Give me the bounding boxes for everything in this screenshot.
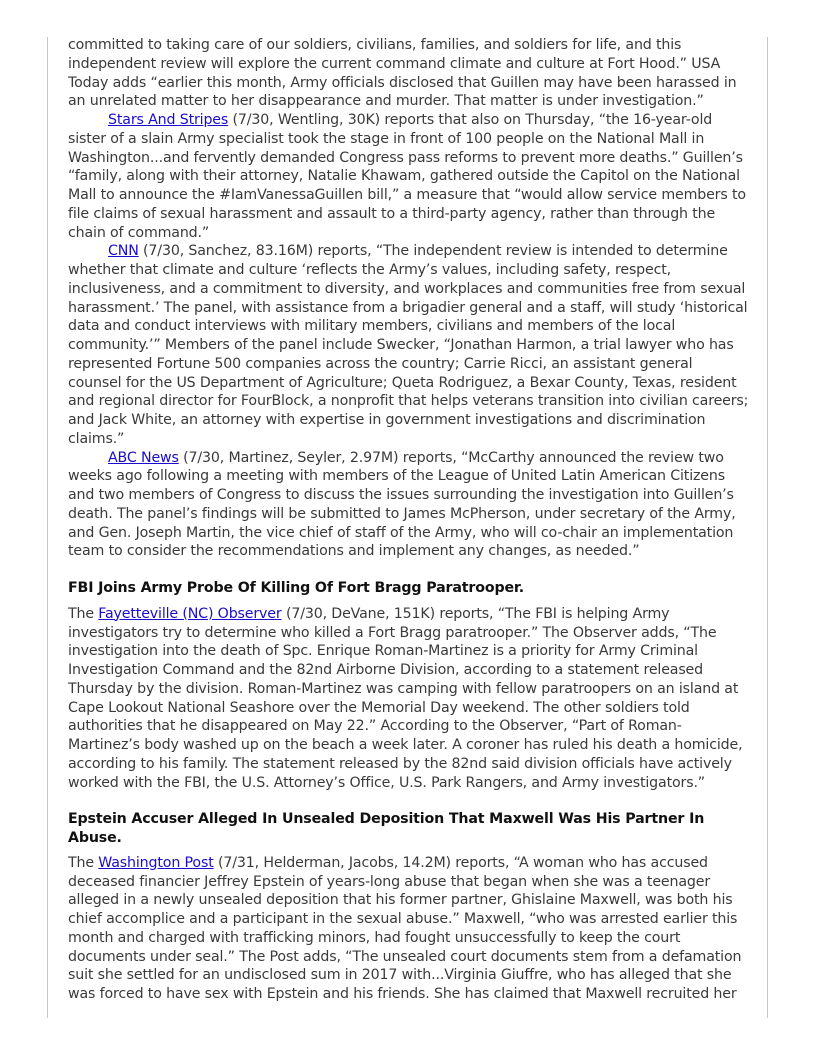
paragraph-stars-and-stripes	[68, 111, 750, 242]
paragraph-continued: committed to taking care of our soldiers, civilians, families, and soldiers for life, and this independent review will explore the current command climate and culture at Fort Hood.” USA Today adds “earlier this month, Army officials disclosed that Guillen may have been harassed in an unrelated matter to her disappearance and murder. That matter is under investigation.”	[68, 37, 737, 110]
paragraph-text: (7/30, Martinez, Seyler, 2.97M) reports, “McCarthy announced the review two weeks ago following a meeting with members of the League of United Latin American Citizens and two members of Congress to discuss the issues surrounding the investigation into Guillen’s death. The panel’s findings will be submitted to James McPherson, under secretary of the Army, and Gen. Joseph Martin, the vice chief of staff of the Army, who will co-chair an implementation team to consider the recommendations and implement any changes, as needed.”	[68, 449, 736, 560]
paragraph-text: (7/30, Sanchez, 83.16M) reports, “The independent review is intended to determine whether that climate and culture ‘reflects the Army’s values, including safety, respect, inclusiveness, and a commitment to diversity, and workplaces and communities free from sexual harassment.’ The panel, with assistance from a brigadier general and a staff, will study ‘historical data and conduct interviews with military members, civilians and members of the local community.’” Members of the panel include Swecker, “Jonathan Harmon, a trial lawyer who has represented Fortune 500 companies across the country; Carrie Ricci, an assistant general counsel for the US Department of Agriculture; Queta Rodriguez, a Bexar County, Texas, resident and regional director for FourBlock, a nonprofit that helps veterans transition into civilian careers; and Jack White, an attorney with expertise in government investigations and discrimination claims.”	[68, 243, 749, 447]
headline-fbi-fort-bragg: FBI Joins Army Probe Of Killing Of Fort Bragg Paratrooper.	[68, 580, 524, 596]
paragraph-cnn	[68, 242, 750, 448]
headline-epstein-accuser: Epstein Accuser Alleged In Unsealed Deposition That Maxwell Was His Partner In Abuse.	[68, 811, 705, 846]
article-epstein	[68, 810, 750, 1004]
article-guillen-review	[68, 36, 750, 561]
document-body	[68, 36, 750, 1004]
link-cnn[interactable]: CNN	[108, 243, 139, 260]
paragraph-fayetteville-observer	[68, 605, 750, 793]
paragraph-abc-news	[68, 449, 750, 562]
paragraph-prefix: The	[68, 854, 99, 871]
link-stars-and-stripes[interactable]: Stars And Stripes	[108, 112, 229, 128]
link-washington-post[interactable]: Washington Post	[98, 854, 214, 871]
link-abc-news[interactable]: ABC News	[108, 449, 179, 466]
paragraph-text: (7/31, Helderman, Jacobs, 14.2M) reports, “A woman who has accused deceased financier Jeffrey Epstein of years-long abuse that began when she was a teenager alleged in a newly unsealed deposition that his former partner, Ghislaine Maxwell, was both his chief accomplice and a participant in the sexual abuse.” Maxwell, “who was arrested earlier this month and charged with trafficking minors, had fought unsuccessfully to keep the court documents under seal.” The Post adds, “The unsealed court documents stem from a defamation suit she settled for an undisclosed sum in 2017 with...Virginia Giuffre, who has alleged that she was forced to have sex with Epstein and his friends. She has claimed that Maxwell recruited her	[68, 854, 742, 1002]
link-fayetteville-observer[interactable]: Fayetteville (NC) Observer	[98, 605, 282, 622]
paragraph-text: (7/30, Wentling, 30K) reports that also on Thursday, “the 16-year-old sister of a slain Army specialist took the stage in front of 100 people on the National Mall in Washington...and fervently demanded Congress pass reforms to prevent more deaths.” Guillen’s “family, along with their attorney, Natalie Khawam, gathered outside the Capitol on the National Mall to announce the #IamVanessaGuillen bill,” a measure that “would allow service members to file claims of sexual harassment and assault to a third-party agency, rather than through the chain of command.”	[68, 112, 746, 241]
paragraph-text: (7/30, DeVane, 151K) reports, “The FBI is helping Army investigators try to determine who killed a Fort Bragg paratrooper.” The Observer adds, “The investigation into the death of Spc. Enrique Roman-Martinez is a priority for Army Criminal Investigation Command and the 82nd Airborne Division, according to a statement released Thursday by the division. Roman-Martinez was camping with fellow paratroopers on an island at Cape Lookout National Seashore over the Memorial Day weekend. The other soldiers told authorities that he disappeared on May 22.” According to the Observer, “Part of Roman-Martinez’s body washed up on the beach a week later. A coroner has ruled his death a homicide, according to his family. The statement released by the 82nd said division officials have actively worked with the FBI, the U.S. Attorney’s Office, U.S. Park Rangers, and Army investigators.”	[68, 605, 743, 791]
paragraph-washington-post	[68, 854, 750, 1004]
article-fort-bragg	[68, 579, 750, 792]
paragraph-prefix: The	[68, 605, 99, 622]
